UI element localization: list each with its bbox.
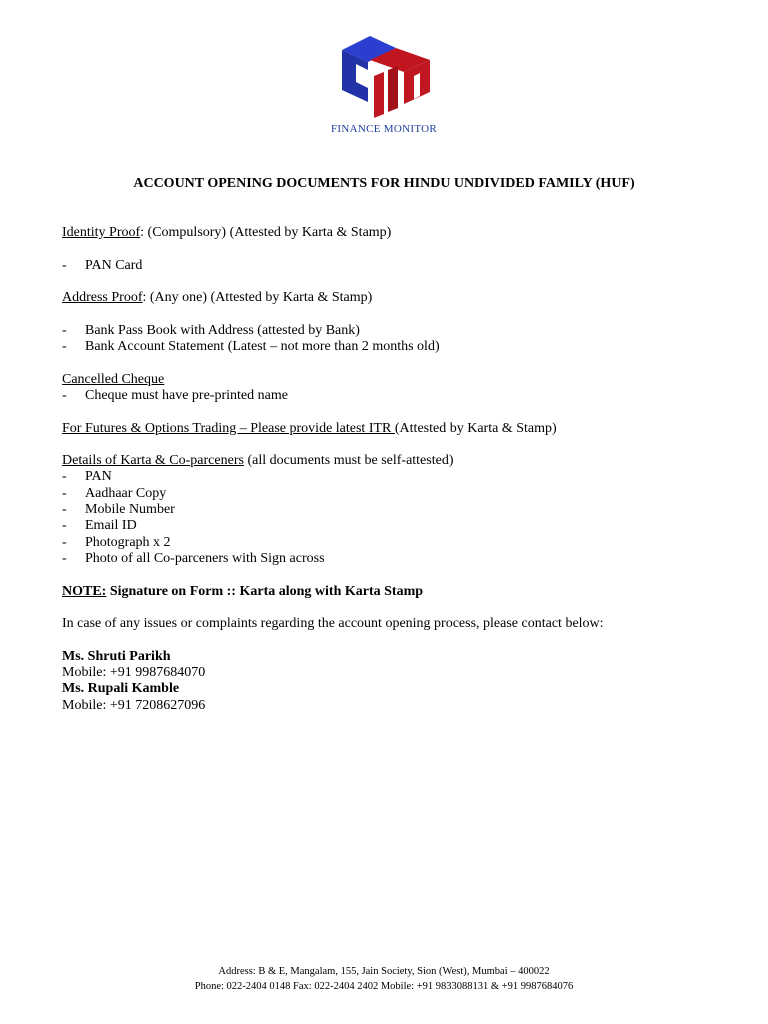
logo-red-bar-3-gap — [414, 73, 420, 99]
note-text: Signature on Form :: Karta along with Karta Stamp — [106, 583, 424, 599]
list-item: - PAN — [62, 469, 112, 485]
list-item: - Bank Account Statement (Latest – not more than 2 months old) — [62, 339, 440, 355]
contact-mobile: Mobile: +91 9987684070 — [62, 665, 206, 681]
list-item: - Cheque must have pre-printed name — [62, 387, 288, 403]
document-title: ACCOUNT OPENING DOCUMENTS FOR HINDU UNDIVIDED FAMILY (HUF) — [133, 176, 635, 191]
list-item: - Email ID — [62, 518, 137, 534]
note-label: NOTE: — [62, 583, 107, 599]
address-proof-heading — [62, 290, 722, 306]
contact-name: Ms. Shruti Parikh — [62, 648, 171, 664]
identity-proof-label: Identity Proof — [62, 225, 141, 240]
page-footer — [0, 964, 768, 994]
logo-red-bar-1 — [374, 72, 384, 118]
contact-intro: In case of any issues or complaints regarding the account opening process, please contact below: — [62, 616, 604, 632]
document-body — [62, 225, 722, 714]
footer-address: Address: B & E, Mangalam, 155, Jain Society, Sion (West), Mumbai – 400022 — [218, 966, 550, 977]
finance-monitor-logo-icon — [334, 30, 434, 120]
address-proof-label: Address Proof — [62, 290, 143, 306]
identity-proof-heading — [62, 225, 722, 241]
note-line — [62, 584, 722, 600]
list-item: - Photograph x 2 — [62, 534, 171, 550]
list-item: - Aadhaar Copy — [62, 485, 167, 501]
fo-trading-label: For Futures & Options Trading – Please provide latest ITR — [62, 420, 395, 436]
fo-trading-note: (Attested by Karta & Stamp) — [394, 420, 557, 436]
contact-mobile: Mobile: +91 7208627096 — [62, 697, 206, 713]
list-item: - Bank Pass Book with Address (attested by Bank) — [62, 322, 360, 338]
logo-text: FINANCE MONITOR — [330, 123, 438, 135]
cancelled-cheque-heading: Cancelled Cheque — [62, 371, 165, 387]
karta-details-label: Details of Karta & Co-parceners — [62, 453, 244, 469]
list-item: - PAN Card — [62, 257, 143, 273]
logo-red-bar-2 — [388, 66, 398, 112]
company-logo — [0, 30, 768, 135]
karta-details-heading — [62, 453, 722, 469]
contact-name: Ms. Rupali Kamble — [62, 681, 180, 697]
list-item: - Photo of all Co-parceners with Sign across — [62, 550, 325, 566]
identity-proof-note: : (Compulsory) (Attested by Karta & Stamp) — [140, 225, 392, 240]
address-proof-note: : (Any one) (Attested by Karta & Stamp) — [142, 290, 373, 306]
karta-details-note: (all documents must be self-attested) — [243, 453, 454, 469]
footer-phones: Phone: 022-2404 0148 Fax: 022-2404 2402 Mobile: +91 9833088131 & +91 9987684076 — [194, 981, 574, 992]
fo-trading-heading — [62, 421, 722, 437]
list-item: - Mobile Number — [62, 502, 175, 518]
